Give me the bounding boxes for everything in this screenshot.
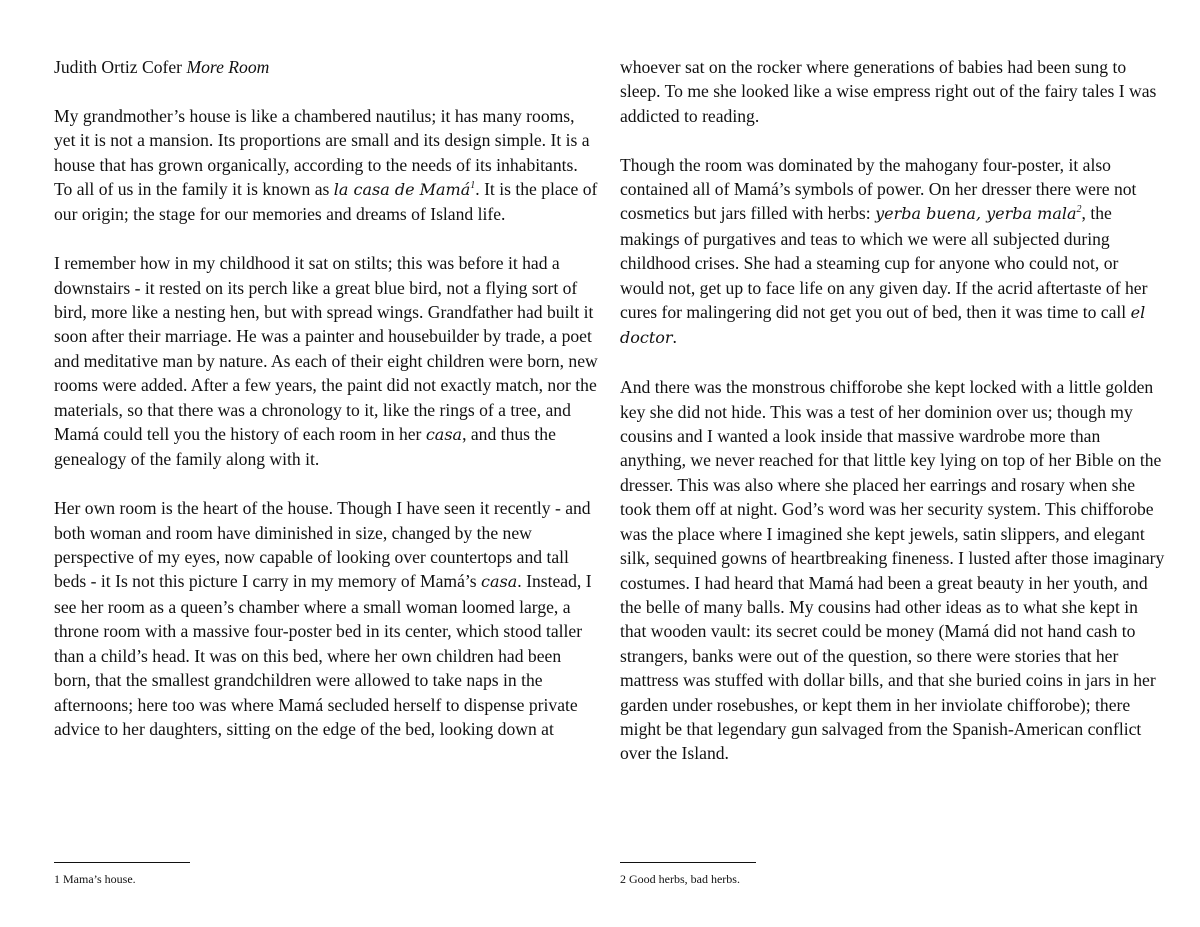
right-column [620, 55, 1165, 790]
italic-phrase: la casa de Mamá [333, 180, 471, 200]
italic-phrase: el doctor [620, 303, 1146, 348]
document-title [54, 55, 599, 79]
paragraph-symbols-of-power: Though the room was dominated by the mahogany four-poster, it also contained all of Mamá’s symbols of power. On her dresser there were not cosmetics but jars filled with herbs: yerba buena, yerba mala$^2$, the makings of purgatives and teas to which we were all subjected during childhood crises. She had a steaming cup for anyone who could not, or would not, get up to face life on any given day. If the acrid aftertaste of her cures for malingering did not get you out of bed, then it was time to call el doctor. [620, 154, 1148, 348]
footnote-2: 2 Good herbs, bad herbs. [620, 872, 740, 886]
left-column [54, 55, 599, 766]
italic-phrase: yerba buena, yerba mala [875, 204, 1077, 224]
essay-title: More Room [186, 57, 270, 77]
paragraph-rocker: whoever sat on the rocker where generations of babies had been sung to sleep. To me she looked like a wise empress right out of the fairy tales I was addicted to reading. [620, 57, 1157, 126]
paragraph-nautilus: My grandmother’s house is like a chambered nautilus; it has many rooms, yet it is not a mansion. Its proportions are small and its design simple. It is a house that has grown organically, according to the needs of its inhabitants. To all of us in the family it is known as la casa de Mamá$^1$. It is the place of our origin; the stage for our memories and dreams of Island life. [54, 105, 598, 225]
italic-word: casa [425, 425, 463, 445]
footnote-ref-2: 2 [1076, 204, 1082, 216]
footnote-ref-1: 1 [470, 180, 476, 192]
paragraph-her-room: Her own room is the heart of the house. Though I have seen it recently - and both woman and room have diminished in size, changed by the new perspective of my eyes, now capable of looking over countertops and tall beds - it Is not this picture I carry in my memory of Mamá’s casa. Instead, I see her room as a queen’s chamber where a small woman loomed large, a throne room with a massive four-poster bed in its center, which stood taller than a child’s head. It was on this bed, where her own children had been born, that the smallest grandchildren were allowed to take naps in the afternoons; here too was where Mamá secluded herself to dispense private advice to her daughters, sitting on the edge of the bed, looking down at [54, 498, 592, 739]
paragraph-chifforobe: And there was the monstrous chifforobe she kept locked with a little golden key she did not hide. This was a test of her dominion over us; though my cousins and I wanted a look inside that massive wardrobe more than anything, we never reached for that little key lying on top of her Bible on the dresser. This was also where she placed her earrings and rosary when she took them off at night. God’s word was her security system. This chifforobe was the place where I imagined she kept jewels, satin slippers, and elegant silk, sequined gowns of heartbreaking fineness. I lusted after those imaginary costumes. I had heard that Mamá had been a great beauty in her youth, and the belle of many balls. My cousins had other ideas as to what she kept in that wooden vault: its secret could be money (Mamá did not hand cash to strangers, banks were out of the question, so there were stories that her mattress was stuffed with dollar bills, and that she buried coins in jars in her garden under rosebushes, or kept them in her inviolate chifforobe); there might be that legendary gun salvaged from the Spanish-American conflict over the Island. [620, 377, 1165, 764]
paragraph-stilts: I remember how in my childhood it sat on stilts; this was before it had a downstairs - it rested on its perch like a great blue bird, not a flying sort of bird, more like a nesting hen, but with spread wings. Grandfather had built it soon after their marriage. He was a painter and housebuilder by trade, a poet and meditative man by nature. As each of their eight children were born, new rooms were added. After a few years, the paint did not exactly match, nor the materials, so that there was a chronology to it, like the rings of a tree, and Mamá could tell you the history of each room in her casa, and thus the genealogy of the family along with it. [54, 253, 598, 470]
italic-word: casa [481, 572, 518, 592]
footnote-1: 1 Mama’s house. [54, 872, 136, 886]
author-name: Judith Ortiz Cofer [54, 57, 183, 77]
footnote-divider [620, 862, 756, 863]
footnote-divider [54, 862, 190, 863]
